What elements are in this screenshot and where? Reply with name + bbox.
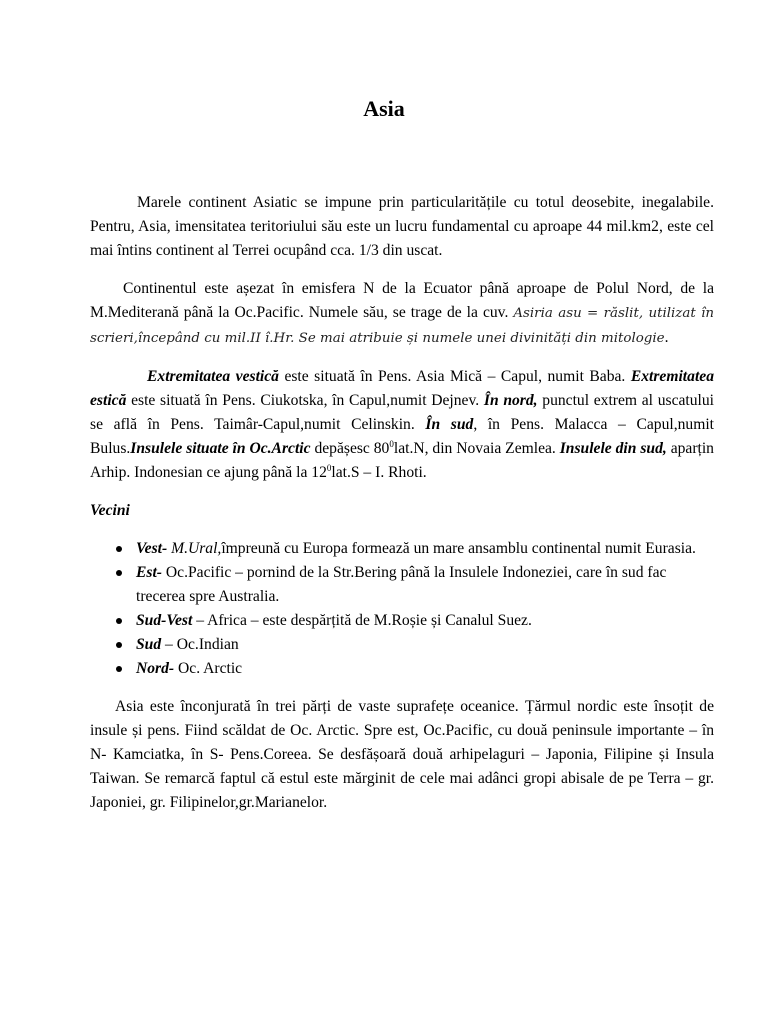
location-end: . — [664, 329, 669, 346]
arctic-islands-text: depășesc 80 — [310, 440, 390, 457]
paragraph-extremities — [90, 365, 714, 485]
paragraph-intro: Marele continent Asiatic se impune prin particularitățile cu totul deosebite, inegalabile. Pentru, Asia, imensitatea teritoriului său este un lucru fundamental cu aproape 44 mil.km2, este cel mai întins continent al Terrei ocupând cca. 1/3 din uscat. — [90, 194, 714, 259]
list-item — [136, 537, 714, 561]
bullet-icon — [116, 642, 122, 648]
neighbor-label: Vest- — [136, 540, 168, 557]
paragraph-coasts: Asia este înconjurată în trei părți de vaste suprafețe oceanice. Țărmul nordic este însoțit de insule și pens. Fiind scăldat de Oc. Arctic. Spre est, Oc.Pacific, cu două peninsule importante – în N- Kamciatka, în S- Pens.Coreea. Se desfășoară două arhipelaguri – Japonia, Filipine și Insula Taiwan. Se remarcă faptul că estul este mărginit de cele mai adânci gropi abisale de pe Terra – gr. Japoniei, gr. Filipinelor,gr.Marianelor. — [90, 698, 714, 811]
list-item — [136, 657, 714, 681]
neighbor-text: – Oc.Indian — [161, 636, 239, 653]
west-extremity-label: Extremitatea vestică — [147, 368, 279, 385]
document-body — [90, 191, 714, 815]
etymology-italic: Asiria asu = răslit, utilizat în scrieri,începând cu mil.II î.Hr. Se mai atribuie și numele unei divinități din mitologie — [90, 306, 714, 346]
neighbor-label: Nord- — [136, 660, 175, 677]
south-text: , în Pens. Malacca – Capul,numit Bulus. — [90, 416, 714, 457]
north-label: În nord, — [483, 392, 538, 409]
neighbor-label: Sud — [136, 636, 162, 653]
neighbor-text: Oc.Pacific – pornind de la Str.Bering până la Insulele Indoneziei, care în sud fac trecerea spre Australia. — [136, 564, 667, 605]
west-extremity-text: este situată în Pens. Asia Mică – Capul, numit Baba. — [278, 368, 631, 385]
bullet-icon — [116, 618, 122, 624]
neighbor-italic: M.Ural, — [167, 540, 222, 557]
north-text: punctul extrem al uscatului se află în Pens. Taimâr-Capul,numit Celinskin. — [90, 392, 714, 433]
novaia-text: lat.N, din Novaia Zemlea. — [393, 440, 560, 457]
degree-south: 0 — [326, 462, 332, 473]
arctic-islands-label: Insulele situate în Oc.Arctic — [130, 440, 311, 457]
degree-north: 0 — [389, 438, 394, 449]
rhoti-text: lat.S – I. Rhoti. — [331, 464, 427, 481]
bullet-icon — [116, 546, 122, 552]
neighbor-text: împreună cu Europa formează un mare ansamblu continental numit Eurasia. — [221, 540, 696, 557]
list-item — [136, 561, 714, 609]
paragraph-location — [90, 277, 714, 351]
south-islands-text: aparțin Arhip. Indonesian ce ajung până la 12 — [90, 440, 714, 481]
list-item — [136, 633, 714, 657]
neighbors-list — [90, 537, 714, 681]
neighbor-text: – Africa – este despărțită de M.Roșie și Canalul Suez. — [192, 612, 532, 629]
east-extremity-text: este situată în Pens. Ciukotska, în Capul,numit Dejnev. — [126, 392, 484, 409]
neighbor-label: Sud-Vest — [136, 612, 193, 629]
bullet-icon — [116, 666, 122, 672]
location-text: Continentul este așezat în emisfera N de la Ecuator până aproape de Polul Nord, de la M.Mediterană până la Oc.Pacific. Numele său, se trage de la cuv. — [90, 280, 714, 321]
south-label: În sud — [425, 416, 474, 433]
east-extremity-label: Extremitatea estică — [90, 368, 714, 409]
south-islands-label: Insulele din sud, — [559, 440, 667, 457]
bullet-icon — [116, 570, 122, 576]
neighbor-text: Oc. Arctic — [174, 660, 243, 677]
neighbor-label: Est- — [136, 564, 162, 581]
vecini-heading: Vecini — [90, 502, 130, 519]
list-item — [136, 609, 714, 633]
page-title: Asia — [363, 96, 405, 121]
